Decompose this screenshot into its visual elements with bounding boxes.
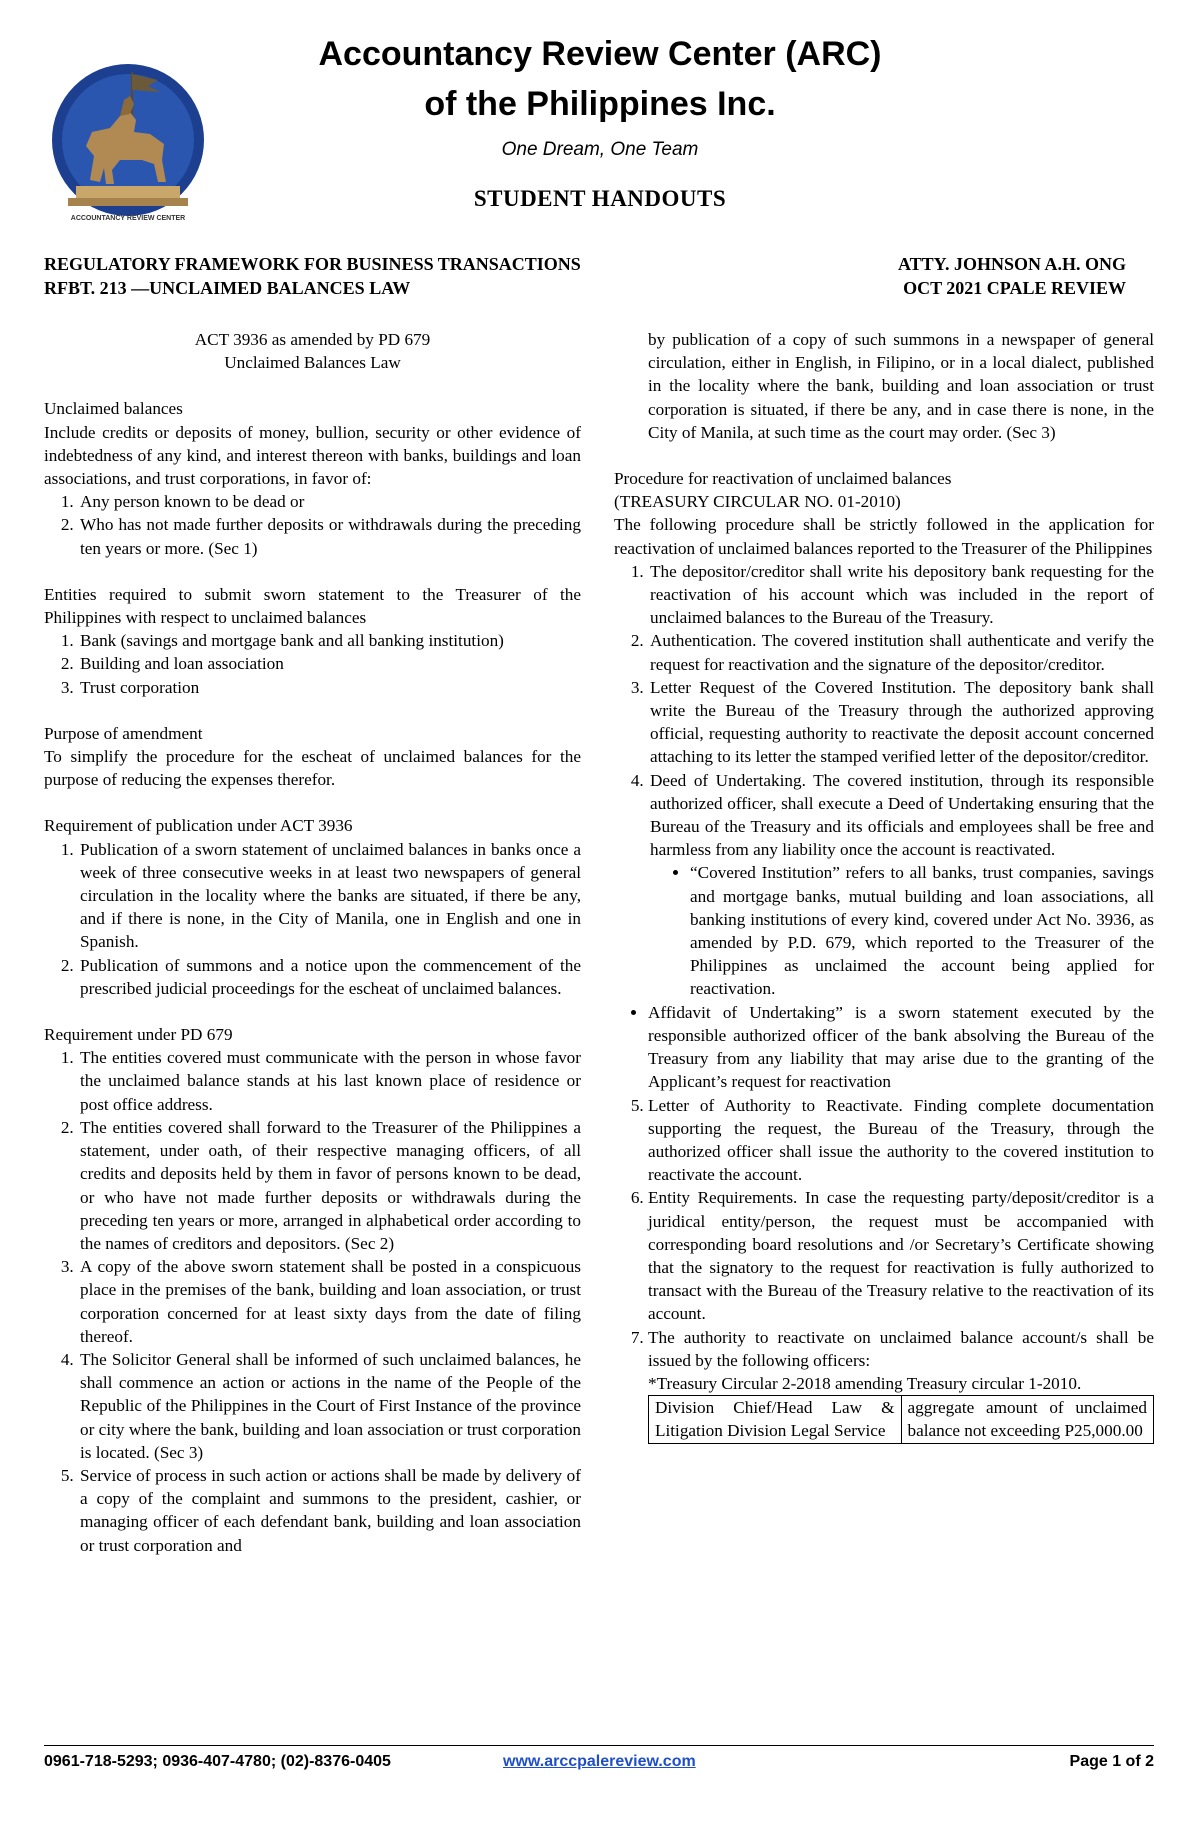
numbered-list	[44, 1046, 581, 1556]
list-item: 3. A copy of the above sworn statement shall be posted in a conspicuous place in the premises of the bank, building and loan association, or trust corporation concerned for at least sixty days from the date of filing thereof.	[78, 1255, 581, 1348]
officers-table	[648, 1395, 1154, 1443]
list-item: 1. The depositor/creditor shall write his depository bank requesting for the reactivation of his account which was included in the report of unclaimed balances to the Bureau of the Treasury.	[648, 560, 1154, 630]
numbered-list	[44, 490, 581, 560]
section-title: Unclaimed balances	[44, 399, 183, 419]
list-item-text: Deed of Undertaking. The covered institution, through its responsible authorized officer, shall execute a Deed of Undertaking ensuring that the Bureau of the Treasury and its officials and employees shall be free and harmless from any liability once the account is reactivated.	[650, 770, 1154, 860]
numbered-list	[614, 560, 1154, 1001]
document-type: STUDENT HANDOUTS	[473, 186, 727, 211]
continued-text: by publication of a copy of such summons in a newspaper of general circulation, either in English, in Filipino, or in a local dialect, published in the locality where the bank, building and loan association or trust corporation is situated, if there be any, and in case there is none, in the City of Manila, at such time as the court may order. (Sec 3)	[648, 330, 1154, 442]
section-title: Requirement of publication under ACT 3936	[44, 816, 353, 836]
author-info	[898, 252, 1126, 300]
org-title-line1: Accountancy Review Center (ARC)	[318, 35, 882, 73]
bullet-list	[650, 861, 1154, 1000]
list-item: 2. Publication of summons and a notice upon the commencement of the prescribed judicial proceedings for the escheat of unclaimed balances.	[78, 954, 581, 1000]
author-name: ATTY. JOHNSON A.H. ONG	[897, 254, 1126, 274]
website-link[interactable]: www.arccpalereview.com	[503, 1753, 696, 1770]
numbered-list	[44, 838, 581, 1000]
footer-divider	[44, 1745, 1154, 1746]
section-title: Procedure for reactivation of unclaimed balances	[614, 469, 952, 489]
org-title-line2: of the Philippines Inc.	[424, 85, 776, 123]
list-item: 1. Publication of a sworn statement of unclaimed balances in banks once a week of three consecutive weeks in at least two newspapers of general circulation in the locality where the banks are situated, if there be any, and if there is none, in the City of Manila, one in English and one in Spanish.	[78, 838, 581, 954]
bullet-item: • “Covered Institution” refers to all banks, trust companies, savings and mortgage banks, mutual building and loan associations, all banking institutions of every kind, covered under Act No. 3936, as amended by P.D. 679, which reported to the Treasurer of the Philippines as unclaimed the account being applied for reactivation.	[690, 861, 1154, 1000]
list-item: 1. Bank (savings and mortgage bank and all banking institution)	[78, 629, 581, 652]
list-item: 2. The entities covered shall forward to the Treasurer of the Philippines a statement, under oath, of their respective managing officers, of all credits and deposits held by them in favor of persons known to be dead, or who have not made further deposits or withdrawals during the preceding ten years or more, arranged in alphabetical order according to the names of creditors and depositors. (Sec 2)	[78, 1116, 581, 1255]
course-info	[44, 252, 581, 300]
list-item: 4. The Solicitor General shall be informed of such unclaimed balances, he shall commence an action or actions in the name of the People of the Republic of the Philippines in the Court of First Instance of the province or city where the bank, building and loan association or trust corporation is located. (Sec 3)	[78, 1348, 581, 1464]
section-title: Purpose of amendment	[44, 723, 203, 743]
list-item: 5. Service of process in such action or actions shall be made by delivery of a copy of the complaint and summons to the president, cashier, or managing officer of each defendant bank, building and loan association or trust corporation and	[78, 1464, 581, 1557]
section-subtitle: (TREASURY CIRCULAR NO. 01-2010)	[614, 492, 901, 512]
list-item: 2. Building and loan association	[78, 652, 581, 675]
list-item: 2. Authentication. The covered institution shall authenticate and verify the request for reactivation and the signature of the depositor/creditor.	[648, 629, 1154, 675]
list-item: 1. The entities covered must communicate with the person in whose favor the unclaimed balance stands at his last known place of residence or post office address.	[78, 1046, 581, 1116]
logo-text: ACCOUNTANCY REVIEW CENTER	[70, 215, 186, 222]
bullet-list	[614, 1001, 1154, 1094]
list-item: 3. Trust corporation	[78, 676, 581, 699]
section-title: Requirement under PD 679	[44, 1025, 233, 1045]
list-item: 3. Letter Request of the Covered Institution. The depository bank shall write the Bureau of the Treasury through the authorized approving official, requesting authority to reactivate the deposit account concerned attaching to its letter the stamped verified letter of the depositor/creditor.	[648, 676, 1154, 769]
left-column	[44, 328, 581, 1557]
numbered-list	[614, 1094, 1154, 1372]
subject-code: RFBT. 213 —UNCLAIMED BALANCES LAW	[44, 278, 411, 298]
arc-logo	[50, 60, 206, 232]
table-row	[649, 1396, 1154, 1443]
tagline: One Dream, One Team	[501, 139, 699, 160]
list-item: 1. Any person known to be dead or	[78, 490, 581, 513]
list-item: 5. Letter of Authority to Reactivate. Finding complete documentation supporting the request, the Bureau of the Treasury, through the authorized officer shall issue the authority to the covered institution to reactivate the account.	[648, 1094, 1154, 1187]
law-subheading: Unclaimed Balances Law	[224, 353, 401, 373]
bullet-item: • Affidavit of Undertaking” is a sworn statement executed by the responsible authorized officer of the bank absolving the Bureau of the Treasury from any liability that may arise due to the granting of the Applicant’s request for reactivation	[648, 1001, 1154, 1094]
page-number: Page 1 of 2	[1069, 1753, 1154, 1770]
table-cell: Division Chief/Head Law & Litigation Division Legal Service	[649, 1396, 902, 1443]
circular-note: *Treasury Circular 2-2018 amending Treasury circular 1-2010.	[648, 1373, 1082, 1393]
table-cell: aggregate amount of unclaimed balance not exceeding P25,000.00	[901, 1396, 1154, 1443]
numbered-list	[44, 629, 581, 699]
section-title: Entities required to submit sworn statement to the Treasurer of the Philippines with respect to unclaimed balances	[44, 584, 581, 628]
section-text: Include credits or deposits of money, bullion, security or other evidence of indebtedness of any kind, and interest thereon with banks, buildings and loan associations, and trust corporations, in favor of:	[44, 422, 581, 489]
list-item: 7. The authority to reactivate on unclaimed balance account/s shall be issued by the following officers:	[648, 1326, 1154, 1372]
section-text: To simplify the procedure for the escheat of unclaimed balances for the purpose of reducing the expenses therefor.	[44, 747, 581, 790]
list-item	[648, 769, 1154, 1001]
review-term: OCT 2021 CPALE REVIEW	[903, 278, 1126, 298]
list-item: 6. Entity Requirements. In case the requesting party/deposit/creditor is a juridical entity/person, the request must be accompanied with corresponding board resolutions and /or Secretary’s Certificate showing that the signatory to the request for reactivation is fully authorized to transact with the Bureau of the Treasury relative to the reactivation of its account.	[648, 1186, 1154, 1325]
list-item: 2. Who has not made further deposits or withdrawals during the preceding ten years or more. (Sec 1)	[78, 513, 581, 559]
contact-numbers: 0961-718-5293; 0936-407-4780; (02)-8376-0405	[44, 1753, 391, 1770]
right-column	[614, 328, 1154, 1444]
section-text: The following procedure shall be strictly followed in the application for reactivation of unclaimed balances reported to the Treasurer of the Philippines	[614, 515, 1154, 558]
subject-title: REGULATORY FRAMEWORK FOR BUSINESS TRANSACTIONS	[44, 254, 581, 274]
law-heading: ACT 3936 as amended by PD 679	[194, 330, 431, 349]
